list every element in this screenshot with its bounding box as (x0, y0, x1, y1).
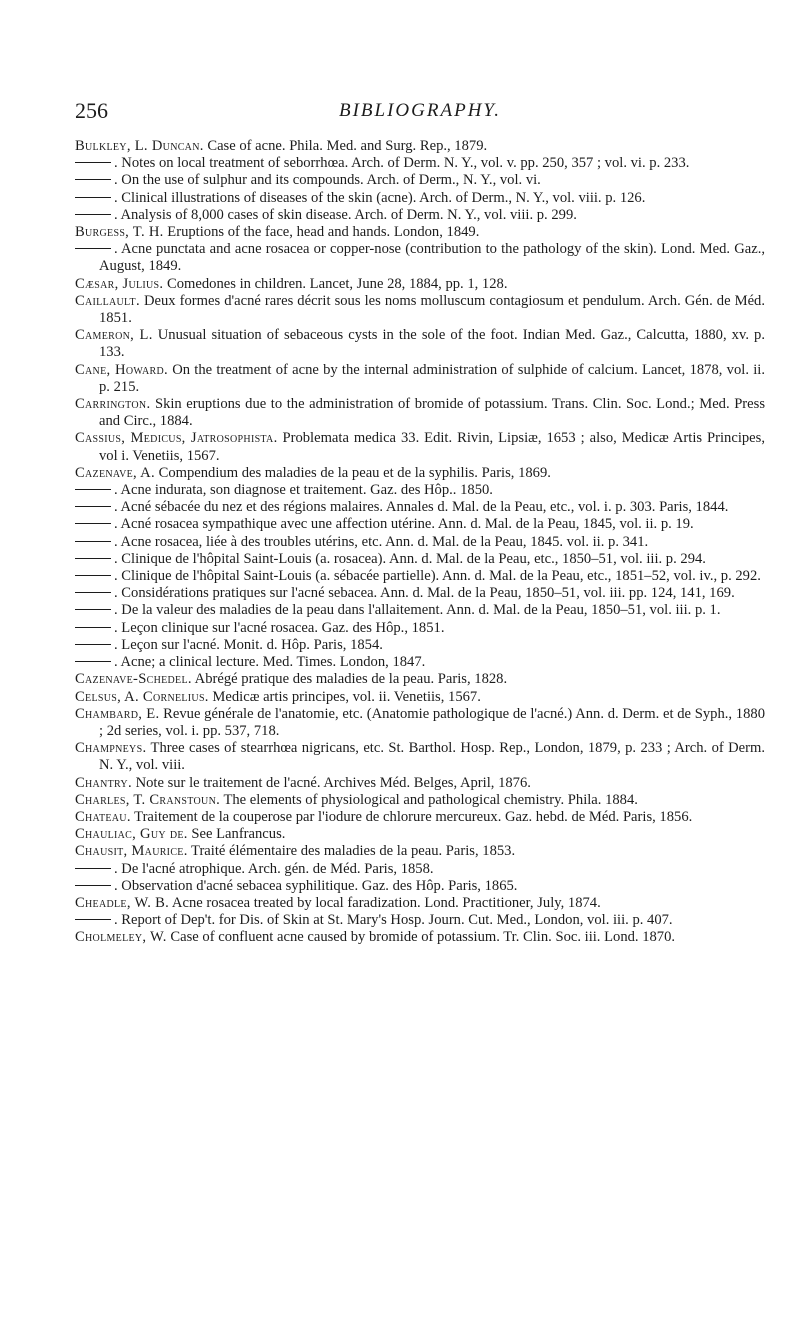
entry-text: Traité élémentaire des maladies de la peau. Paris, 1853. (191, 843, 516, 860)
entry-text: Abrégé pratique des maladies de la peau. Paris, 1828. (194, 671, 508, 688)
bibliography-entry (75, 878, 765, 895)
ditto-dash (75, 214, 111, 215)
ditto-dash (75, 885, 111, 886)
entry-text: On the treatment of acne by the internal administration of sulphide of calcium. Lancet, 1878, vol. ii. p. 215. (99, 361, 765, 395)
bibliography-entry (75, 396, 765, 430)
bibliography-entry (75, 861, 765, 878)
bibliography-entry (75, 224, 765, 241)
entry-text: Skin eruptions due to the administration of bromide of potassium. Trans. Clin. Soc. Lond.; Med. Press and Circ., 1884. (99, 396, 766, 430)
entry-text: Revue générale de l'anatomie, etc. (Anatomie pathologique de l'acné.) Ann. d. Derm. et de Syph., 1880 ; 2d series, vol. i. pp. 537, 718. (99, 705, 765, 739)
bibliography-entry (75, 551, 765, 568)
entry-text: Three cases of stearrhœa nigricans, etc. St. Barthol. Hosp. Rep., London, 1879, p. 233 ; Arch. of Derm. N. Y., vol. viii. (99, 740, 765, 774)
entry-text: Case of acne. Phila. Med. and Surg. Rep., 1879. (207, 138, 488, 154)
entry-text: . Acné rosacea sympathique avec une affection utérine. Ann. d. Mal. de la Peau, 1845, vol. ii. p. 19. (114, 516, 694, 533)
entry-text: Case of confluent acne caused by bromide of potassium. Tr. Clin. Soc. iii. Lond. 1870. (170, 929, 676, 946)
bibliography-entry (75, 534, 765, 551)
entry-author: Bulkley, L. Duncan. (75, 138, 204, 154)
entry-text: The elements of physiological and pathological chemistry. Phila. 1884. (223, 791, 638, 808)
entry-text: Compendium des maladies de la peau et de la syphilis. Paris, 1869. (158, 464, 551, 481)
bibliography-entries (75, 138, 765, 947)
ditto-dash (75, 197, 111, 198)
entry-author: Cæsar, Julius. (75, 275, 164, 292)
bibliography-entry (75, 637, 765, 654)
ditto-dash (75, 609, 111, 610)
bibliography-entry (75, 362, 765, 396)
bibliography-entry (75, 172, 765, 189)
bibliography-entry (75, 190, 765, 207)
entry-text: . De la valeur des maladies de la peau dans l'allaitement. Ann. d. Mal. de la Peau, 1850–51, vol. iii. p. 1. (114, 602, 721, 619)
entry-author: Champneys. (75, 740, 147, 757)
entry-text: . Analysis of 8,000 cases of skin disease. Arch. of Derm. N. Y., vol. viii. p. 299. (114, 206, 577, 223)
ditto-dash (75, 627, 111, 628)
bibliography-entry (75, 602, 765, 619)
bibliography-entry (75, 843, 765, 860)
bibliography-entry (75, 327, 765, 361)
ditto-dash (75, 575, 111, 576)
bibliography-entry (75, 568, 765, 585)
bibliography-entry (75, 465, 765, 482)
bibliography-entry (75, 929, 765, 946)
bibliography-entry (75, 585, 765, 602)
entry-text: Comedones in children. Lancet, June 28, 1884, pp. 1, 128. (167, 275, 508, 292)
entry-text: . Leçon clinique sur l'acné rosacea. Gaz. des Hôp., 1851. (114, 619, 445, 636)
bibliography-entry (75, 689, 765, 706)
entry-text: . Considérations pratiques sur l'acné sebacea. Ann. d. Mal. de la Peau, 1850–51, vol. iii. pp. 124, 141, 169. (114, 585, 735, 602)
ditto-dash (75, 919, 111, 920)
entry-text: . Acné sébacée du nez et des régions malaires. Annales d. Mal. de la Peau, etc., vol. i. p. 303. Paris, 1844. (114, 499, 729, 516)
entry-text: Medicæ artis principes, vol. ii. Venetiis, 1567. (212, 688, 481, 705)
bibliography-entry (75, 826, 765, 843)
ditto-dash (75, 541, 111, 542)
bibliography-entry (75, 671, 765, 688)
bibliography-entry (75, 895, 765, 912)
bibliography-entry (75, 482, 765, 499)
entry-text: Problemata medica 33. Edit. Rivin, Lipsiæ, 1653 ; also, Medicæ Artis Principes, vol i. Venetiis, 1567. (99, 430, 765, 464)
bibliography-entry (75, 430, 765, 464)
entry-text: See Lanfrancus. (191, 826, 286, 843)
ditto-dash (75, 248, 111, 249)
entry-text: . Clinical illustrations of diseases of the skin (acne). Arch. of Derm., N. Y., vol. viii. p. 126. (114, 189, 646, 206)
entry-text: Deux formes d'acné rares décrit sous les noms molluscum contagiosum et pendulum. Arch. Gén. de Méd. 1851. (99, 292, 765, 327)
ditto-dash (75, 489, 111, 490)
bibliography-entry (75, 516, 765, 533)
entry-text: . Report of Dep't. for Dis. of Skin at St. Mary's Hosp. Journ. Cut. Med., London, vol. iii. p. 407. (114, 912, 673, 929)
ditto-dash (75, 179, 111, 180)
ditto-dash (75, 592, 111, 593)
entry-author: Cazenave, A. (75, 464, 155, 481)
entry-text: Eruptions of the face, head and hands. London, 1849. (167, 224, 480, 241)
entry-text: Traitement de la couperose par l'iodure de chlorure mercureux. Gaz. hebd. de Méd. Paris, 1856. (134, 808, 693, 825)
entry-author: Cane, Howard. (75, 361, 168, 378)
bibliography-entry (75, 654, 765, 671)
ditto-dash (75, 644, 111, 645)
bibliography-entry (75, 706, 765, 740)
entry-author: Caillault. (75, 292, 140, 309)
entry-text: Unusual situation of sebaceous cysts in the sole of the foot. Indian Med. Gaz., Calcutta, 1880, xv. p. 133. (99, 327, 765, 361)
entry-text: Acne rosacea treated by local faradization. Lond. Practitioner, July, 1874. (171, 894, 601, 911)
bibliography-entry (75, 155, 765, 172)
entry-author: Charles, T. Cranstoun. (75, 791, 221, 808)
entry-author: Cazenave-Schedel. (75, 671, 192, 688)
entry-author: Burgess, T. H. (75, 224, 164, 241)
running-head: BIBLIOGRAPHY. (339, 100, 501, 121)
entry-text: . Acne rosacea, liée à des troubles utérins, etc. Ann. d. Mal. de la Peau, 1845. vol. ii. p. 341. (114, 533, 649, 550)
entry-text: . De l'acné atrophique. Arch. gén. de Méd. Paris, 1858. (114, 860, 434, 877)
page-header (75, 98, 765, 126)
entry-author: Chauliac, Guy de. (75, 826, 188, 843)
entry-author: Cameron, L. (75, 327, 153, 344)
entry-author: Chausit, Maurice. (75, 843, 188, 860)
entry-author: Chambard, E. (75, 705, 160, 722)
ditto-dash (75, 558, 111, 559)
entry-text: . Leçon sur l'acné. Monit. d. Hôp. Paris, 1854. (114, 636, 383, 653)
bibliography-entry (75, 293, 765, 327)
entry-author: Carrington. (75, 396, 151, 413)
entry-text: . Clinique de l'hôpital Saint-Louis (a. rosacea). Ann. d. Mal. de la Peau, etc., 1850–51, vol. iii. p. 294. (114, 550, 706, 567)
entry-text: Note sur le traitement de l'acné. Archives Méd. Belges, April, 1876. (135, 774, 531, 791)
ditto-dash (75, 506, 111, 507)
entry-text: . Acne punctata and acne rosacea or copper-nose (contribution to the pathology of the skin). Lond. Med. Gaz., August, 1849. (99, 241, 765, 275)
entry-text: . Observation d'acné sebacea syphilitique. Gaz. des Hôp. Paris, 1865. (114, 877, 518, 894)
bibliography-entry (75, 912, 765, 929)
bibliography-entry (75, 138, 765, 155)
entry-text: . Acne; a clinical lecture. Med. Times. London, 1847. (114, 654, 426, 671)
ditto-dash (75, 162, 111, 163)
bibliography-entry (75, 775, 765, 792)
page-number: 256 (75, 98, 108, 123)
bibliography-entry (75, 809, 765, 826)
entry-author: Cassius, Medicus, Jatrosophista. (75, 430, 278, 447)
ditto-dash (75, 868, 111, 869)
bibliography-entry (75, 276, 765, 293)
entry-text: . Notes on local treatment of seborrhœa. Arch. of Derm. N. Y., vol. v. pp. 250, 357 ; vol. vi. p. 233. (114, 155, 690, 172)
entry-text: . Clinique de l'hôpital Saint-Louis (a. sébacée partielle). Ann. d. Mal. de la Peau, etc., 1851–52, vol. iv., p. 292. (114, 568, 761, 585)
entry-author: Chantry. (75, 774, 132, 791)
ditto-dash (75, 661, 111, 662)
ditto-dash (75, 523, 111, 524)
bibliography-entry (75, 207, 765, 224)
bibliography-entry (75, 792, 765, 809)
bibliography-entry (75, 620, 765, 637)
entry-author: Cholmeley, W. (75, 929, 167, 946)
entry-author: Cheadle, W. B. (75, 894, 170, 911)
entry-author: Celsus, A. Cornelius. (75, 688, 209, 705)
bibliography-entry (75, 740, 765, 774)
entry-text: . Acne indurata, son diagnose et traitement. Gaz. des Hôp.. 1850. (114, 482, 493, 499)
bibliography-entry (75, 499, 765, 516)
bibliography-entry (75, 241, 765, 275)
entry-text: . On the use of sulphur and its compounds. Arch. of Derm., N. Y., vol. vi. (114, 172, 541, 189)
entry-author: Chateau. (75, 808, 131, 825)
